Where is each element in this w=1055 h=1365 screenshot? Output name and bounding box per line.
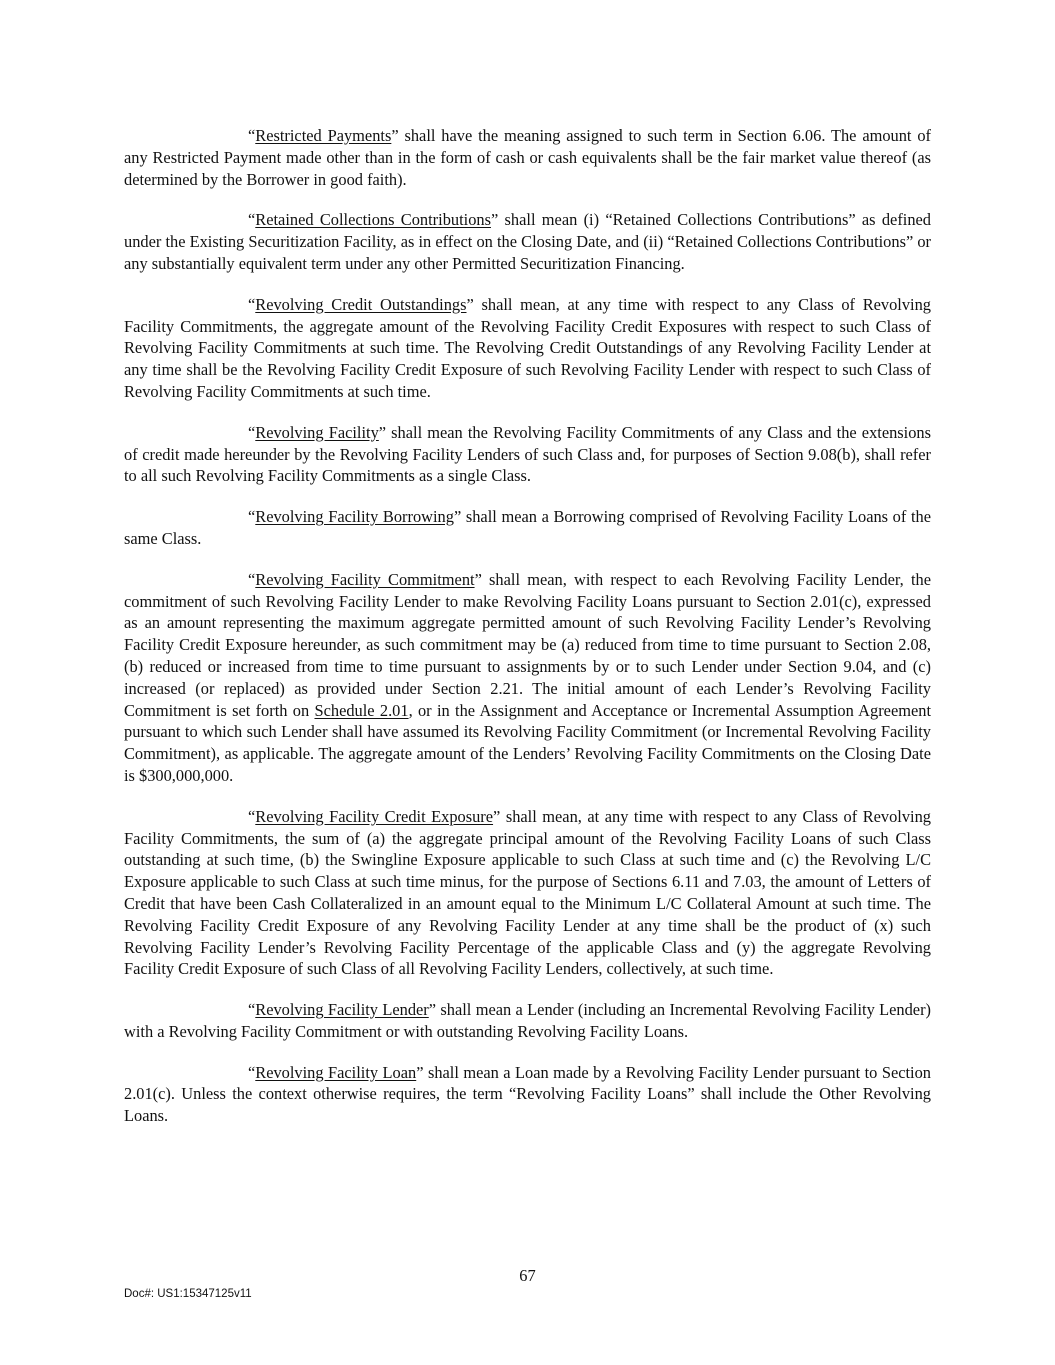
definition-revolving-facility-commitment: “Revolving Facility Commitment” shall mean, with respect to each Revolving Facility Lender, the commitment of such Revolving Facility Lender to make Revolving Facility Loans pursuant to Section 2.01(c), expressed as an amount representing the maximum aggregate permitted amount of such Revolving Facility Lender’s Revolving Facility Credit Exposure hereunder, as such commitment may be (a) reduced from time to time pursuant to Section 2.08, (b) reduced or increased from time to time pursuant to assignments by or to such Lender under Section 9.04, and (c) increased (or replaced) as provided under Section 2.21. The initial amount of each Lender’s Revolving Facility Commitment is set forth on Schedule 2.01, or in the Assignment and Acceptance or Incremental Assumption Agreement pursuant to which such Lender shall have assumed its Revolving Facility Commitment (or Incremental Revolving Facility Commitment), as applicable. The aggregate amount of the Lenders’ Revolving Facility Commitments on the Closing Date is $300,000,000. <box>124 569 931 785</box>
defined-term: Revolving Credit Outstandings <box>255 294 467 314</box>
definitions-section <box>124 125 931 1146</box>
definition-revolving-facility-lender: “Revolving Facility Lender” shall mean a Lender (including an Incremental Revolving Facility Lender) with a Revolving Facility Commitment or with outstanding Revolving Facility Loans. <box>124 1000 931 1041</box>
definition-revolving-facility-loan: “Revolving Facility Loan” shall mean a Loan made by a Revolving Facility Lender pursuant to Section 2.01(c). Unless the context otherwise requires, the term “Revolving Facility Loans” shall include the Other Revolving Loans. <box>124 1062 931 1126</box>
defined-term: Revolving Facility Loan <box>255 1062 417 1082</box>
defined-term: Revolving Facility Commitment <box>255 569 475 589</box>
definition-revolving-facility-borrowing: “Revolving Facility Borrowing” shall mean a Borrowing comprised of Revolving Facility Loans of the same Class. <box>124 507 931 548</box>
definition-revolving-facility: “Revolving Facility” shall mean the Revolving Facility Commitments of any Class and the extensions of credit made hereunder by the Revolving Facility Lenders of such Class and, for purposes of Section 9.08(b), shall refer to all such Revolving Facility Commitments as a single Class. <box>124 422 931 486</box>
defined-term: Retained Collections Contributions <box>255 210 491 230</box>
definition-revolving-credit-outstandings: “Revolving Credit Outstandings” shall mean, at any time with respect to any Class of Revolving Facility Commitments, the aggregate amount of the Revolving Facility Credit Exposures with respect to such Class of Revolving Facility Commitments at such time. The Revolving Credit Outstandings of any Revolving Facility Lender at any time shall be the Revolving Facility Credit Exposure of such Revolving Facility Lender with respect to such Class of Revolving Facility Commitments at such time. <box>124 294 931 401</box>
defined-term: Revolving Facility Lender <box>255 1000 429 1020</box>
defined-term: Revolving Facility <box>255 422 379 442</box>
definition-retained-collections-contributions: “Retained Collections Contributions” shall mean (i) “Retained Collections Contributions” as defined under the Existing Securitization Facility, as in effect on the Closing Date, and (ii) “Retained Collections Contributions” or any substantially equivalent term under any other Permitted Securitization Financing. <box>124 210 931 273</box>
defined-term: Revolving Facility Borrowing <box>255 507 454 527</box>
defined-term: Restricted Payments <box>255 126 392 145</box>
page-number: 67 <box>519 1266 536 1285</box>
definition-revolving-facility-credit-exposure: “Revolving Facility Credit Exposure” shall mean, at any time with respect to any Class of Revolving Facility Commitments, the sum of (a) the aggregate principal amount of the Revolving Facility Loans of such Class outstanding at such time, (b) the Swingline Exposure applicable to such Class at such time and (c) the Revolving L/C Exposure applicable to such Class at such time minus, for the purpose of Sections 6.11 and 7.03, the amount of Letters of Credit that have been Cash Collateralized in an amount equal to the Minimum L/C Collateral Amount at such time. The Revolving Facility Credit Exposure of any Revolving Facility Lender at any time shall be the product of (x) such Revolving Facility Lender’s Revolving Facility Percentage of the applicable Class and (y) the aggregate Revolving Facility Credit Exposure of such Class of all Revolving Facility Lenders, collectively, at such time. <box>124 806 931 979</box>
defined-term: Revolving Facility Credit Exposure <box>255 806 494 826</box>
schedule-reference: Schedule 2.01 <box>314 700 409 720</box>
definition-restricted-payments: “Restricted Payments” shall have the meaning assigned to such term in Section 6.06. The amount of any Restricted Payment made other than in the form of cash or cash equivalents shall be the fair market value thereof (as determined by the Borrower in good faith). <box>124 126 931 189</box>
document-id: Doc#: US1:15347125v11 <box>124 1288 252 1300</box>
